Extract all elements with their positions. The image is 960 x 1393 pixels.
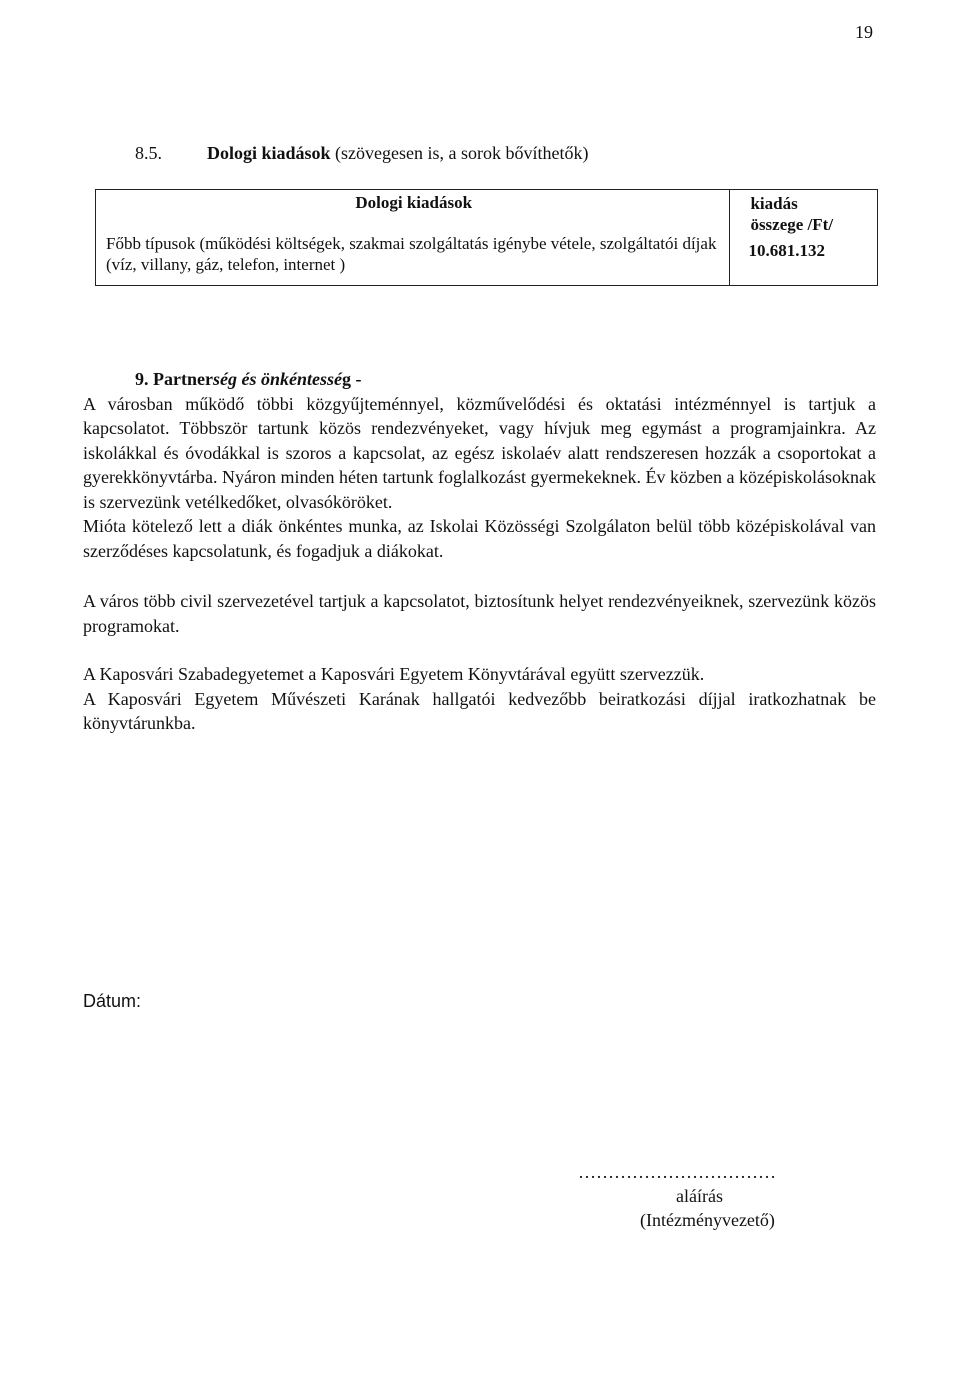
cost-table bbox=[95, 189, 878, 286]
section-9-title-part3: g - bbox=[341, 369, 362, 389]
paragraph-1: A városban működő többi közgyűjteménnyel, közművelődési és oktatási intézménnyel is tartjuk a kapcsolatot. Többször tartunk közös rendezvényeket, vagy hívjuk meg egymást a programjainkra. Az iskolákkal és óvodákkal is szoros a kapcsolat, az egész iskolaév alatt rendszeresen hozzák a csoportokat a gyerekkönyvtárba. Nyáron minden héten tartunk foglalkozást gyermekeknek. Év közben a középiskolásoknak is szervezünk vetélkedőket, olvasóköröket. bbox=[83, 393, 876, 512]
section-9-title bbox=[83, 367, 876, 392]
cost-amount-cell bbox=[730, 190, 878, 286]
paragraph-2: Mióta kötelező lett a diák önkéntes munka, az Iskolai Közösségi Szolgálaton belül több középiskolával van szerződéses kapcsolatunk, és fogadjuk a diákokat. bbox=[83, 516, 876, 561]
section-number: 8.5. bbox=[135, 143, 162, 163]
table-description: Főbb típusok (működési költségek, szakmai szolgáltatás igénybe vétele, szolgáltatói díjak (víz, villany, gáz, telefon, internet ) bbox=[106, 234, 717, 274]
paragraph-3: A város több civil szervezetével tartjuk a kapcsolatot, biztosítunk helyet rendezvényeiknek, szervezünk közös programokat. bbox=[83, 591, 876, 636]
section-9-title-part1: Partner bbox=[153, 369, 213, 389]
amount-label-line2: összege /Ft/ bbox=[750, 215, 834, 234]
section-9 bbox=[83, 367, 876, 736]
section-title-note: (szövegesen is, a sorok bővíthetők) bbox=[330, 143, 589, 163]
amount-label-line1: kiadás bbox=[750, 194, 798, 213]
section-9-number: 9. bbox=[135, 369, 153, 389]
cost-description-cell bbox=[96, 190, 730, 286]
table-title: Dologi kiadások bbox=[355, 193, 473, 212]
section-8-5-heading bbox=[135, 143, 589, 164]
paragraph-4: A Kaposvári Szabadegyetemet a Kaposvári Egyetem Könyvtárával együtt szervezzük. bbox=[83, 664, 705, 684]
date-label: Dátum: bbox=[83, 991, 142, 1011]
signature-label: aláírás bbox=[676, 1186, 723, 1206]
amount-value: 10.681.132 bbox=[748, 241, 825, 260]
signature-block bbox=[578, 1160, 858, 1232]
page-number: 19 bbox=[855, 22, 873, 42]
section-title-bold: Dologi kiadások bbox=[207, 143, 331, 163]
section-9-title-part2: ség és önkéntessé bbox=[212, 369, 342, 389]
signature-line: …………………………… bbox=[578, 1162, 776, 1182]
signature-role: (Intézményvezető) bbox=[640, 1210, 775, 1230]
paragraph-5: A Kaposvári Egyetem Művészeti Karának hallgatói kedvezőbb beiratkozási díjjal iratkozhatnak be könyvtárunkba. bbox=[83, 688, 876, 733]
